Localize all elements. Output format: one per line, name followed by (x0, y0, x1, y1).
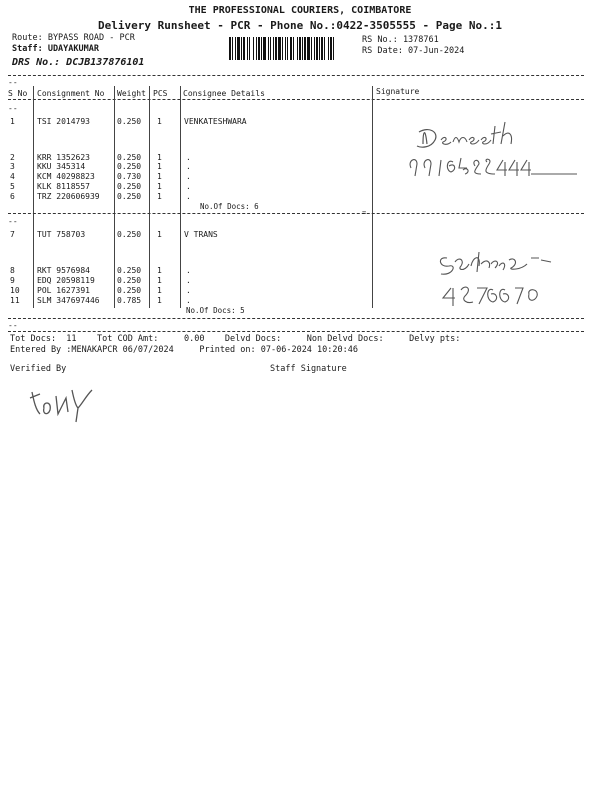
row-weight: 0.250 (117, 192, 142, 201)
row-dot: . (186, 276, 191, 285)
row-consignment: TRZ 220606939 (37, 192, 100, 201)
row-dot: . (186, 162, 191, 171)
col-header-pcs: PCS (153, 89, 168, 98)
row-pcs: 1 (157, 162, 162, 171)
row-weight: 0.250 (117, 286, 142, 295)
rs-date: RS Date: 07-Jun-2024 (362, 46, 465, 56)
row-consignment: KLK 8118557 (37, 182, 90, 191)
row-pcs: 1 (157, 153, 162, 162)
row-pcs: 1 (157, 182, 162, 191)
rule-mark: -- (8, 78, 18, 87)
row-dot: . (186, 296, 191, 305)
row-consignment: KRR 1352623 (37, 153, 90, 162)
handwritten-initials (28, 386, 98, 426)
verified-by-label: Verified By (10, 364, 67, 374)
row-sno: 4 (10, 172, 15, 181)
row-consignment: TUT 758703 (37, 230, 86, 239)
row-consignment: SLM 347697446 (37, 296, 100, 305)
row-weight: 0.250 (117, 182, 142, 191)
row-pcs: 1 (157, 172, 162, 181)
row-sno: 6 (10, 192, 15, 201)
row-dot: . (186, 172, 191, 181)
row-consignment: POL 1627391 (37, 286, 90, 295)
row-consignment: KKU 345314 (37, 162, 86, 171)
row-sno: 8 (10, 266, 15, 275)
column-divider (114, 86, 115, 308)
rs-number: RS No.: 1378761 (362, 35, 439, 45)
rule-mark: -- (8, 321, 18, 330)
handwritten-signature (435, 246, 565, 310)
column-divider (149, 86, 150, 308)
row-consignment: RKT 9576984 (37, 266, 90, 275)
row-pcs: 1 (157, 192, 162, 201)
row-dot: . (186, 182, 191, 191)
barcode (229, 37, 354, 60)
row-sno: 5 (10, 182, 15, 191)
row-weight: 0.250 (117, 153, 142, 162)
totals-line: Tot Docs: 11 Tot COD Amt: 0.00 Delvd Docs: Non Delvd Docs: Delvy pts: (10, 334, 461, 344)
consignee-name: VENKATESHWARA (184, 117, 247, 126)
col-header-consignment: Consignment No (37, 89, 105, 98)
row-sno: 10 (10, 286, 20, 295)
separator (8, 318, 584, 319)
row-pcs: 1 (157, 276, 162, 285)
row-sno: 7 (10, 230, 15, 239)
row-weight: 0.785 (117, 296, 142, 305)
rule-mark: -- (8, 104, 18, 113)
column-divider (180, 86, 181, 308)
row-weight: 0.250 (117, 230, 142, 239)
row-sno: 3 (10, 162, 15, 171)
row-sno: 1 (10, 117, 15, 126)
separator (8, 213, 584, 214)
company-name: THE PROFESSIONAL COURIERS, COIMBATORE (188, 5, 412, 16)
staff-label: Staff: UDAYAKUMAR (12, 44, 99, 54)
docs-count: No.Of Docs: 6 (200, 202, 259, 211)
separator (8, 331, 584, 332)
row-pcs: 1 (157, 266, 162, 275)
separator (8, 75, 584, 76)
col-header-sno: S No (8, 89, 28, 98)
row-consignment: EDQ 20598119 (37, 276, 95, 285)
docs-count: No.Of Docs: 5 (186, 306, 245, 315)
row-sno: 9 (10, 276, 15, 285)
row-dot: . (186, 286, 191, 295)
runsheet-title: Delivery Runsheet - PCR - Phone No.:0422-3505555 - Page No.:1 (98, 19, 502, 32)
row-sno: 2 (10, 153, 15, 162)
row-pcs: 1 (157, 296, 162, 305)
col-header-signature: Signature (376, 87, 420, 96)
column-divider (33, 86, 34, 308)
rule-mark: = (362, 209, 367, 217)
row-dot: . (186, 192, 191, 201)
col-header-consignee: Consignee Details (183, 89, 265, 98)
row-pcs: 1 (157, 230, 162, 239)
separator (8, 99, 584, 100)
route-label: Route: BYPASS ROAD - PCR (12, 33, 135, 43)
row-weight: 0.730 (117, 172, 142, 181)
column-divider (372, 86, 373, 308)
row-weight: 0.250 (117, 117, 142, 126)
staff-signature-label: Staff Signature (270, 364, 347, 374)
row-weight: 0.250 (117, 162, 142, 171)
consignee-name: V TRANS (184, 230, 218, 239)
row-consignment: KCM 40298823 (37, 172, 95, 181)
row-weight: 0.250 (117, 276, 142, 285)
row-pcs: 1 (157, 286, 162, 295)
entered-by-line: Entered By :MENAKAPCR 06/07/2024 Printed on: 07-06-2024 10:20:46 (10, 345, 358, 355)
drs-number: DRS No.: DCJB137876101 (12, 57, 145, 68)
row-weight: 0.250 (117, 266, 142, 275)
row-dot: . (186, 153, 191, 162)
row-dot: . (186, 266, 191, 275)
row-consignment: TSI 2014793 (37, 117, 90, 126)
handwritten-signature (405, 118, 575, 188)
rule-mark: -- (8, 217, 18, 226)
row-pcs: 1 (157, 117, 162, 126)
col-header-weight: Weight (117, 89, 146, 98)
row-sno: 11 (10, 296, 20, 305)
